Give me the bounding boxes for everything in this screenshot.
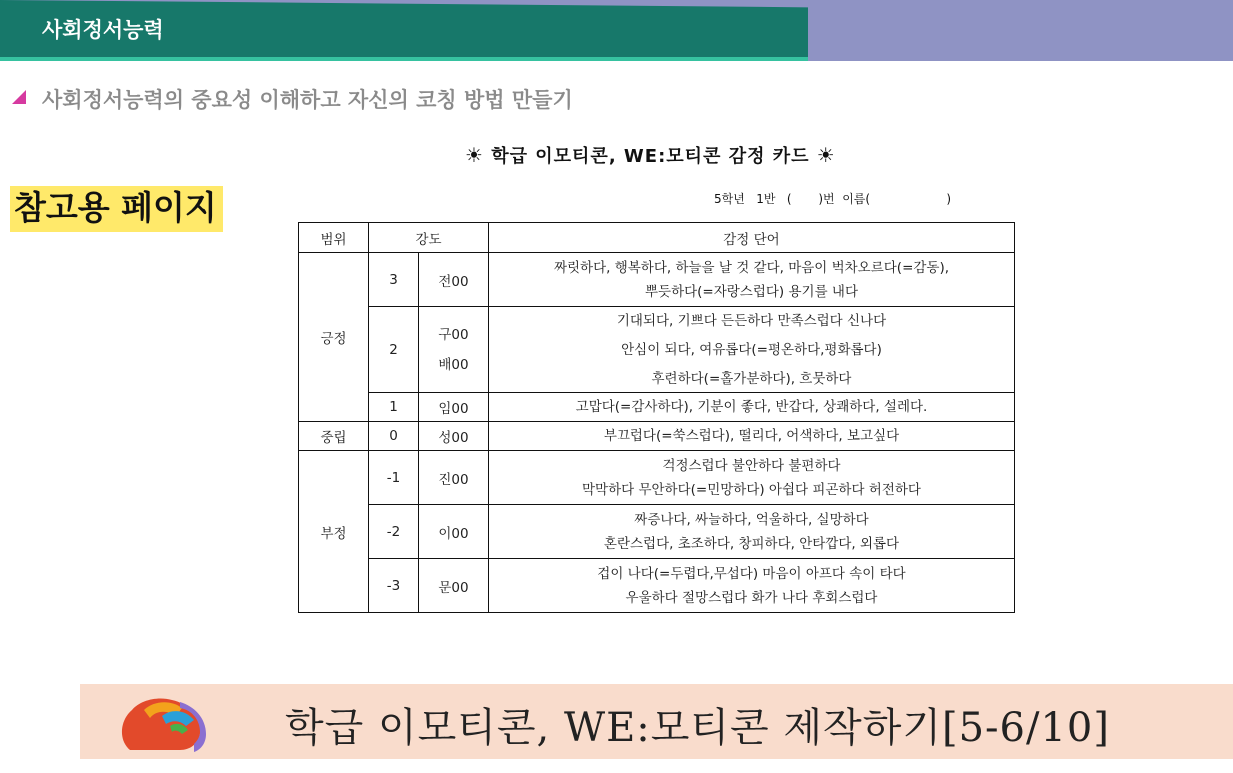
level-cell: -3 [369, 559, 419, 613]
header-words: 감정 단어 [489, 223, 1015, 253]
footer-title: 학급 이모티콘, WE:모티콘 제작하기[5-6/10] [285, 705, 1110, 751]
name-cell [419, 307, 489, 393]
table-row [299, 253, 1015, 307]
table-row [299, 393, 1015, 422]
emotion-words-line: 겁이 나다(=두렵다,무섭다) 마음이 아프다 속이 타다 [597, 565, 906, 582]
emotion-card-title-text: 학급 이모티콘, WE:모티콘 감정 카드 [491, 146, 810, 167]
sun-icon: ☀ [816, 143, 836, 167]
colorful-head-logo-icon [110, 690, 220, 756]
table-row [299, 559, 1015, 613]
level-cell: 3 [369, 253, 419, 307]
student-info-line: 5학년 1반 ( )번 이름( ) [714, 192, 952, 206]
emotion-card-title [465, 142, 836, 168]
name-line: 배00 [438, 356, 469, 373]
header-intensity: 강도 [369, 223, 489, 253]
words-cell [489, 253, 1015, 307]
name-cell: 전00 [419, 253, 489, 307]
name-cell: 이00 [419, 505, 489, 559]
table-header-row [299, 223, 1015, 253]
emotion-words-line: 우울하다 절망스럽다 화가 나다 후회스럽다 [625, 589, 878, 606]
header-title: 사회정서능력 [42, 18, 164, 42]
words-cell [489, 505, 1015, 559]
emotion-words-line: 고맙다(=감사하다), 기분이 좋다, 반갑다, 상쾌하다, 설레다. [575, 399, 928, 415]
emotion-words-line: 후련하다(=홀가분하다), 흐뭇하다 [651, 370, 852, 387]
words-cell [489, 393, 1015, 422]
category-cell: 부정 [299, 451, 369, 613]
header-accent-line [0, 57, 808, 61]
triangle-bullet-icon [12, 90, 26, 104]
emotion-words-line: 짜릿하다, 행복하다, 하늘을 날 것 같다, 마음이 벅차오르다(=감동), [553, 259, 950, 276]
words-cell [489, 451, 1015, 505]
category-cell: 긍정 [299, 253, 369, 422]
level-cell: 2 [369, 307, 419, 393]
emotion-words-line: 부끄럽다(=쑥스럽다), 떨리다, 어색하다, 보고싶다 [603, 428, 900, 444]
section-subtitle: 사회정서능력의 중요성 이해하고 자신의 코칭 방법 만들기 [42, 88, 573, 112]
level-cell: -2 [369, 505, 419, 559]
table-row [299, 451, 1015, 505]
reference-page-badge: 참고용 페이지 [10, 186, 223, 232]
words-cell [489, 307, 1015, 393]
level-cell: 1 [369, 393, 419, 422]
emotion-words-line: 짜증나다, 싸늘하다, 억울하다, 실망하다 [634, 511, 869, 528]
level-cell: -1 [369, 451, 419, 505]
category-cell: 중립 [299, 422, 369, 451]
name-cell: 문00 [419, 559, 489, 613]
words-cell [489, 422, 1015, 451]
emotion-table [298, 222, 1015, 613]
emotion-words-line: 혼란스럽다, 초조하다, 창피하다, 안타깝다, 외롭다 [603, 535, 900, 552]
emotion-words-line: 기대되다, 기쁘다 든든하다 만족스럽다 신나다 [616, 312, 887, 329]
table-row [299, 422, 1015, 451]
emotion-words-line: 뿌듯하다(=자랑스럽다) 용기를 내다 [644, 283, 858, 300]
header-category: 범위 [299, 223, 369, 253]
name-cell: 임00 [419, 393, 489, 422]
sun-icon: ☀ [465, 143, 484, 167]
table-row [299, 505, 1015, 559]
name-cell: 진00 [419, 451, 489, 505]
words-cell [489, 559, 1015, 613]
name-line: 구00 [438, 326, 469, 343]
emotion-words-line: 걱정스럽다 불안하다 불편하다 [662, 457, 841, 474]
table-row [299, 307, 1015, 393]
emotion-words-line: 안심이 되다, 여유롭다(=평온하다,평화롭다) [621, 341, 882, 358]
emotion-words-line: 막막하다 무안하다(=민망하다) 아쉽다 피곤하다 허전하다 [582, 481, 921, 498]
level-cell: 0 [369, 422, 419, 451]
name-cell: 성00 [419, 422, 489, 451]
